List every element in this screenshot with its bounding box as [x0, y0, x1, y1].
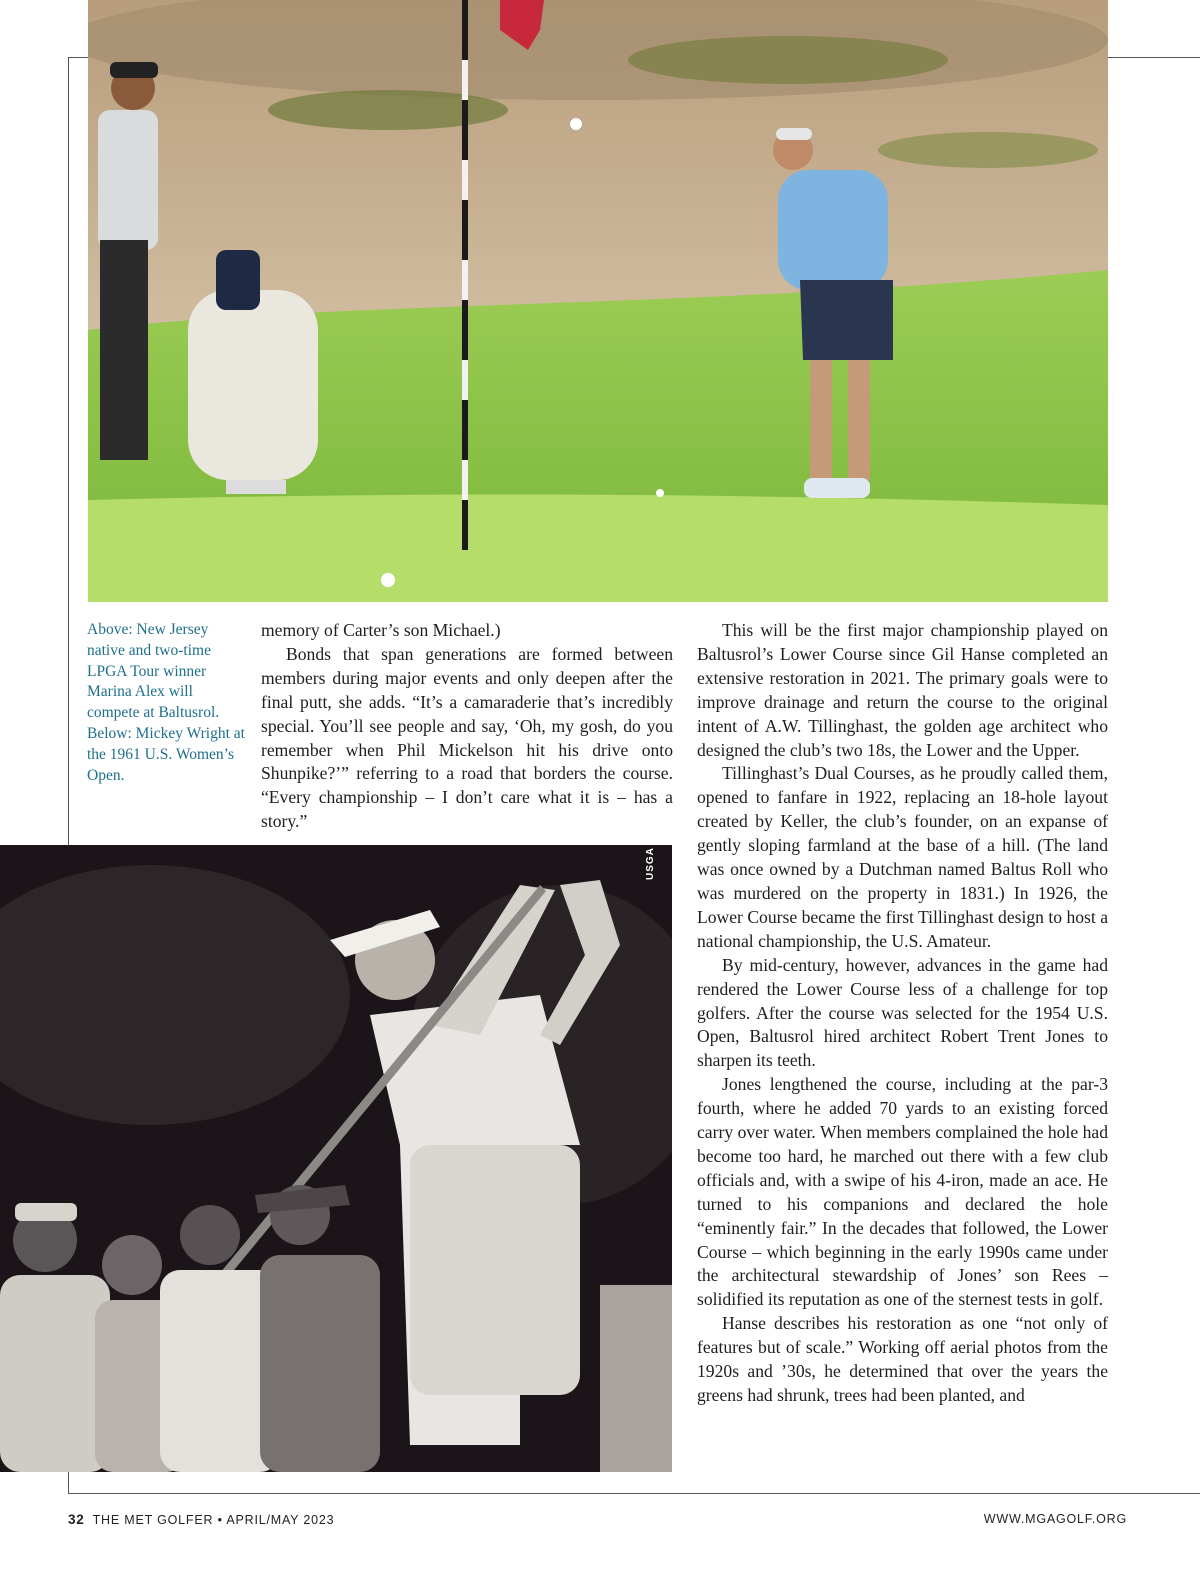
column2-paragraph: Hanse describes his restoration as one “not only of features but of scale.” Working off aerial photos from the 1920s and ’30s, he determined that over the years the greens had shrunk, trees had been planted, and [697, 1313, 1108, 1405]
bottom-photo [0, 845, 672, 1472]
column2-paragraph: This will be the first major championship played on Baltusrol’s Lower Course since Gil Hanse completed an extensive restoration in 2021. The primary goals were to improve drainage and return the course to the original intent of A.W. Tillinghast, the golden age architect who designed the club’s two 18s, the Lower and the Upper. [697, 620, 1108, 760]
page-footer-left [68, 1512, 334, 1527]
article-column-2 [697, 619, 1108, 1408]
column2-paragraph: By mid-century, however, advances in the game had rendered the Lower Course less of a challenge for top golfers. After the course was selected for the 1954 U.S. Open, Baltusrol hired architect Robert Trent Jones to sharpen its teeth. [697, 954, 1108, 1071]
photo-caption [87, 620, 247, 786]
top-photo [88, 0, 1108, 602]
frame-rule-top-right [1108, 57, 1200, 58]
column2-paragraph: Jones lengthened the course, including at the par-3 fourth, where he added 70 yards to an existing forced carry over water. When members complained the hole had become too hard, he marched out there with a few club officials and, with a swipe of his 4-iron, made an ace. He turned to his companions and declared the hole “eminently fair.” In the decades that followed, the Lower Course – which beginning in the early 1990s came under the architectural stewardship of Jones’ son Rees – solidified its reputation as one of the sternest tests in golf. [697, 1074, 1108, 1310]
photo-credit: USGA [645, 847, 656, 880]
caption-text: Above: New Jersey native and two-time LPGA Tour winner Marina Alex will compete at Baltusrol. Below: Mickey Wright at the 1961 U.S. Women’s Open. [87, 621, 245, 784]
column2-paragraph: Tillinghast’s Dual Courses, as he proudly called them, opened to fanfare in 1922, replacing an 18-hole layout created by Keller, the club’s founder, on an expanse of gently sloping farmland at the base of a hill. (The land was once owned by a Dutchman named Baltus Roll who was murdered on the property in 1831.) In 1926, the Lower Course became the first Tillinghast design to host a national championship, the U.S. Amateur. [697, 763, 1108, 951]
page-number: 32 [68, 1512, 85, 1527]
publication-info: THE MET GOLFER • APRIL/MAY 2023 [92, 1513, 335, 1527]
vintage-golfer-photo-icon [0, 845, 672, 1472]
frame-rule-bottom [68, 1493, 1200, 1494]
frame-rule-top-left [68, 57, 88, 58]
column1-paragraph: Bonds that span generations are formed between members during major events and only deepen after the final putt, she adds. “It’s a camaraderie that’s incredibly special. You’ll see people and say, ‘Oh, my gosh, do you remember when Phil Mickelson hit his drive onto Shunpike?’” referring to a road that borders the course. “Every championship – I don’t care what it is – has a story.” [261, 643, 673, 832]
website-link[interactable]: WWW.MGAGOLF.ORG [983, 1512, 1127, 1526]
golf-course-photo-icon [88, 0, 1108, 602]
column1-paragraph: memory of Carter’s son Michael.) [261, 620, 501, 640]
article-column-1 [261, 619, 673, 834]
